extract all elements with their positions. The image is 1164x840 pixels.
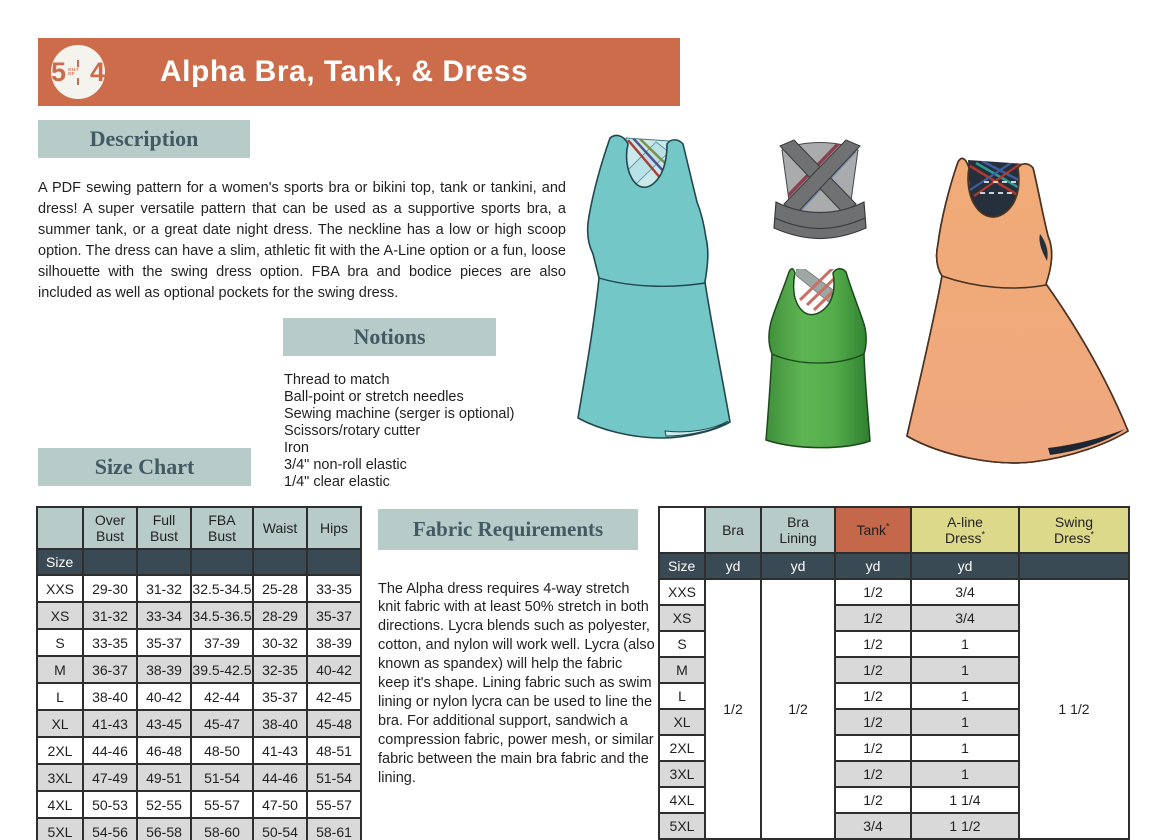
size-chart-table [36, 506, 362, 840]
tank-yardage-cell: 1/2 [835, 787, 911, 813]
measurement-cell: 52-55 [137, 791, 191, 818]
column-header: Tank* [835, 507, 911, 553]
tank-yardage-cell: 3/4 [835, 813, 911, 839]
notions-item: Ball-point or stretch needles [284, 388, 464, 405]
measurement-cell: 38-40 [253, 710, 307, 737]
aline-yardage-cell: 1 [911, 657, 1019, 683]
corner-cell [659, 507, 705, 553]
size-cell: L [37, 683, 83, 710]
table-row [37, 683, 361, 710]
measurement-cell: 39.5-42.5 [191, 656, 253, 683]
measurement-cell: 58-61 [307, 818, 361, 840]
bra-yardage-cell: 1/2 [705, 579, 761, 839]
table-row [37, 791, 361, 818]
measurement-cell: 45-47 [191, 710, 253, 737]
measurement-cell: 42-45 [307, 683, 361, 710]
notions-item: 3/4" non-roll elastic [284, 456, 407, 473]
description-body: A PDF sewing pattern for a women's sports bra or bikini top, tank or tankini, and dress! A super versatile pattern that can be used as a supportive sports bra, a summer tank, or a great date night dress. The neckline has a low or high scoop option. The dress can have a slim, athletic fit with the A-Line option or a fun, loose silhouette with the swing dress option. FBA bra and bodice pieces are also included as well as optional pockets for the swing dress. [38, 179, 566, 301]
column-header: Waist [253, 507, 307, 549]
measurement-cell: 42-44 [191, 683, 253, 710]
notions-item: Sewing machine (serger is optional) [284, 405, 515, 422]
measurement-cell: 31-32 [137, 575, 191, 602]
corner-cell [37, 507, 83, 549]
measurement-cell: 56-58 [137, 818, 191, 840]
size-cell: XXS [659, 579, 705, 605]
size-cell: XXS [37, 575, 83, 602]
measurement-cell: 29-30 [83, 575, 137, 602]
measurement-cell: 46-48 [137, 737, 191, 764]
size-cell: 4XL [37, 791, 83, 818]
column-header: FBA Bust [191, 507, 253, 549]
notions-item: Iron [284, 439, 309, 456]
unit-cell: yd [911, 553, 1019, 579]
tank-yardage-cell: 1/2 [835, 631, 911, 657]
fabric-requirements-table [658, 506, 1130, 840]
aline-yardage-cell: 1 1/2 [911, 813, 1019, 839]
aline-yardage-cell: 1 1/4 [911, 787, 1019, 813]
aline-yardage-cell: 3/4 [911, 579, 1019, 605]
size-cell: 5XL [659, 813, 705, 839]
table-row [659, 579, 1129, 605]
description-heading: Description [38, 120, 250, 158]
tank-yardage-cell: 1/2 [835, 683, 911, 709]
column-header: Bra [705, 507, 761, 553]
size-cell: 2XL [659, 735, 705, 761]
swing-yardage-cell: 1 1/2 [1019, 579, 1129, 839]
measurement-cell: 28-29 [253, 602, 307, 629]
measurement-cell: 44-46 [83, 737, 137, 764]
title-banner [38, 38, 680, 106]
column-header: A-line Dress* [911, 507, 1019, 553]
measurement-cell: 40-42 [137, 683, 191, 710]
measurement-cell: 33-35 [307, 575, 361, 602]
aline-dress-illustration [570, 130, 738, 448]
measurement-cell: 38-39 [137, 656, 191, 683]
size-cell: 3XL [659, 761, 705, 787]
aline-yardage-cell: 3/4 [911, 605, 1019, 631]
table-row [37, 737, 361, 764]
table-row [37, 710, 361, 737]
logo-five: 5 [51, 56, 67, 87]
measurement-cell: 41-43 [83, 710, 137, 737]
size-cell: XS [37, 602, 83, 629]
unit-cell: yd [705, 553, 761, 579]
measurement-cell: 48-51 [307, 737, 361, 764]
measurement-cell: 55-57 [307, 791, 361, 818]
measurement-cell: 50-54 [253, 818, 307, 840]
unit-row [659, 553, 1129, 579]
size-cell: S [659, 631, 705, 657]
measurement-cell: 45-48 [307, 710, 361, 737]
measurement-cell: 55-57 [191, 791, 253, 818]
size-label: Size [37, 549, 83, 575]
measurement-cell: 34.5-36.5 [191, 602, 253, 629]
tank-yardage-cell: 1/2 [835, 735, 911, 761]
tank-yardage-cell: 1/2 [835, 605, 911, 631]
measurement-cell: 44-46 [253, 764, 307, 791]
measurement-cell: 36-37 [83, 656, 137, 683]
column-header: Swing Dress* [1019, 507, 1129, 553]
table-row [37, 602, 361, 629]
measurement-cell: 51-54 [191, 764, 253, 791]
measurement-cell: 50-53 [83, 791, 137, 818]
aline-yardage-cell: 1 [911, 761, 1019, 787]
measurement-cell: 25-28 [253, 575, 307, 602]
measurement-cell: 54-56 [83, 818, 137, 840]
sports-bra-illustration [764, 136, 876, 248]
column-header: Over Bust [83, 507, 137, 549]
size-cell: 5XL [37, 818, 83, 840]
unit-cell [1019, 553, 1129, 579]
measurement-cell: 33-35 [83, 629, 137, 656]
tank-yardage-cell: 1/2 [835, 761, 911, 787]
size-label: Size [659, 553, 705, 579]
unit-cell: yd [835, 553, 911, 579]
measurement-cell: 33-34 [137, 602, 191, 629]
table-row [37, 629, 361, 656]
size-cell: XS [659, 605, 705, 631]
aline-yardage-cell: 1 [911, 709, 1019, 735]
measurement-cell: 49-51 [137, 764, 191, 791]
size-label-row [37, 549, 361, 575]
measurement-cell: 43-45 [137, 710, 191, 737]
size-cell: 2XL [37, 737, 83, 764]
measurement-cell: 48-50 [191, 737, 253, 764]
tank-yardage-cell: 1/2 [835, 657, 911, 683]
column-header: Full Bust [137, 507, 191, 549]
table-row [37, 656, 361, 683]
size-cell: S [37, 629, 83, 656]
measurement-cell: 47-49 [83, 764, 137, 791]
measurement-cell: 31-32 [83, 602, 137, 629]
size-cell: 3XL [37, 764, 83, 791]
measurement-cell: 37-39 [191, 629, 253, 656]
size-cell: XL [659, 709, 705, 735]
bra-lining-yardage-cell: 1/2 [761, 579, 835, 839]
tank-yardage-cell: 1/2 [835, 709, 911, 735]
fabric-requirements-heading: Fabric Requirements [378, 509, 638, 550]
measurement-cell: 35-37 [253, 683, 307, 710]
measurement-cell: 40-42 [307, 656, 361, 683]
size-cell: M [37, 656, 83, 683]
measurement-cell: 32.5-34.5 [191, 575, 253, 602]
measurement-cell: 35-37 [137, 629, 191, 656]
five-out-of-four-logo-icon [51, 45, 105, 99]
table-row [37, 575, 361, 602]
column-header: Bra Lining [761, 507, 835, 553]
measurement-cell: 51-54 [307, 764, 361, 791]
aline-yardage-cell: 1 [911, 683, 1019, 709]
measurement-cell: 41-43 [253, 737, 307, 764]
measurement-cell: 47-50 [253, 791, 307, 818]
table-row [37, 764, 361, 791]
column-header: Hips [307, 507, 361, 549]
measurement-cell: 30-32 [253, 629, 307, 656]
size-cell: M [659, 657, 705, 683]
measurement-cell: 58-60 [191, 818, 253, 840]
logo-out-of: OUT OF [68, 60, 88, 85]
size-chart-heading: Size Chart [38, 448, 251, 486]
measurement-cell: 35-37 [307, 602, 361, 629]
tank-yardage-cell: 1/2 [835, 579, 911, 605]
measurement-cell: 38-39 [307, 629, 361, 656]
unit-cell: yd [761, 553, 835, 579]
table-row [37, 818, 361, 840]
logo-four: 4 [89, 56, 105, 87]
measurement-cell: 38-40 [83, 683, 137, 710]
page-title: Alpha Bra, Tank, & Dress [160, 55, 529, 88]
notions-heading: Notions [283, 318, 496, 356]
size-cell: XL [37, 710, 83, 737]
size-chart-header-row [37, 507, 361, 549]
notions-item: 1/4" clear elastic [284, 473, 390, 490]
measurement-cell: 32-35 [253, 656, 307, 683]
swing-dress-illustration [900, 148, 1135, 478]
aline-yardage-cell: 1 [911, 735, 1019, 761]
notions-item: Scissors/rotary cutter [284, 422, 421, 439]
fabric-requirements-body: The Alpha dress requires 4-way stretch knit fabric with at least 50% stretch in both directions. Lycra blends such as polyester, cotton, and nylon will work well. Lycra (also known as spandex) will help the fabric keep it's shape. Lining fabric such as swim lining or nylon lycra can be used to line the bra. For additional support, sandwich a compression fabric, power mesh, or similar fabric between the main bra fabric and the lining. [378, 580, 655, 787]
notions-item: Thread to match [284, 372, 390, 388]
notions-list [284, 372, 515, 491]
size-cell: L [659, 683, 705, 709]
tank-top-illustration [756, 264, 880, 460]
aline-yardage-cell: 1 [911, 631, 1019, 657]
size-cell: 4XL [659, 787, 705, 813]
fabric-header-row [659, 507, 1129, 553]
